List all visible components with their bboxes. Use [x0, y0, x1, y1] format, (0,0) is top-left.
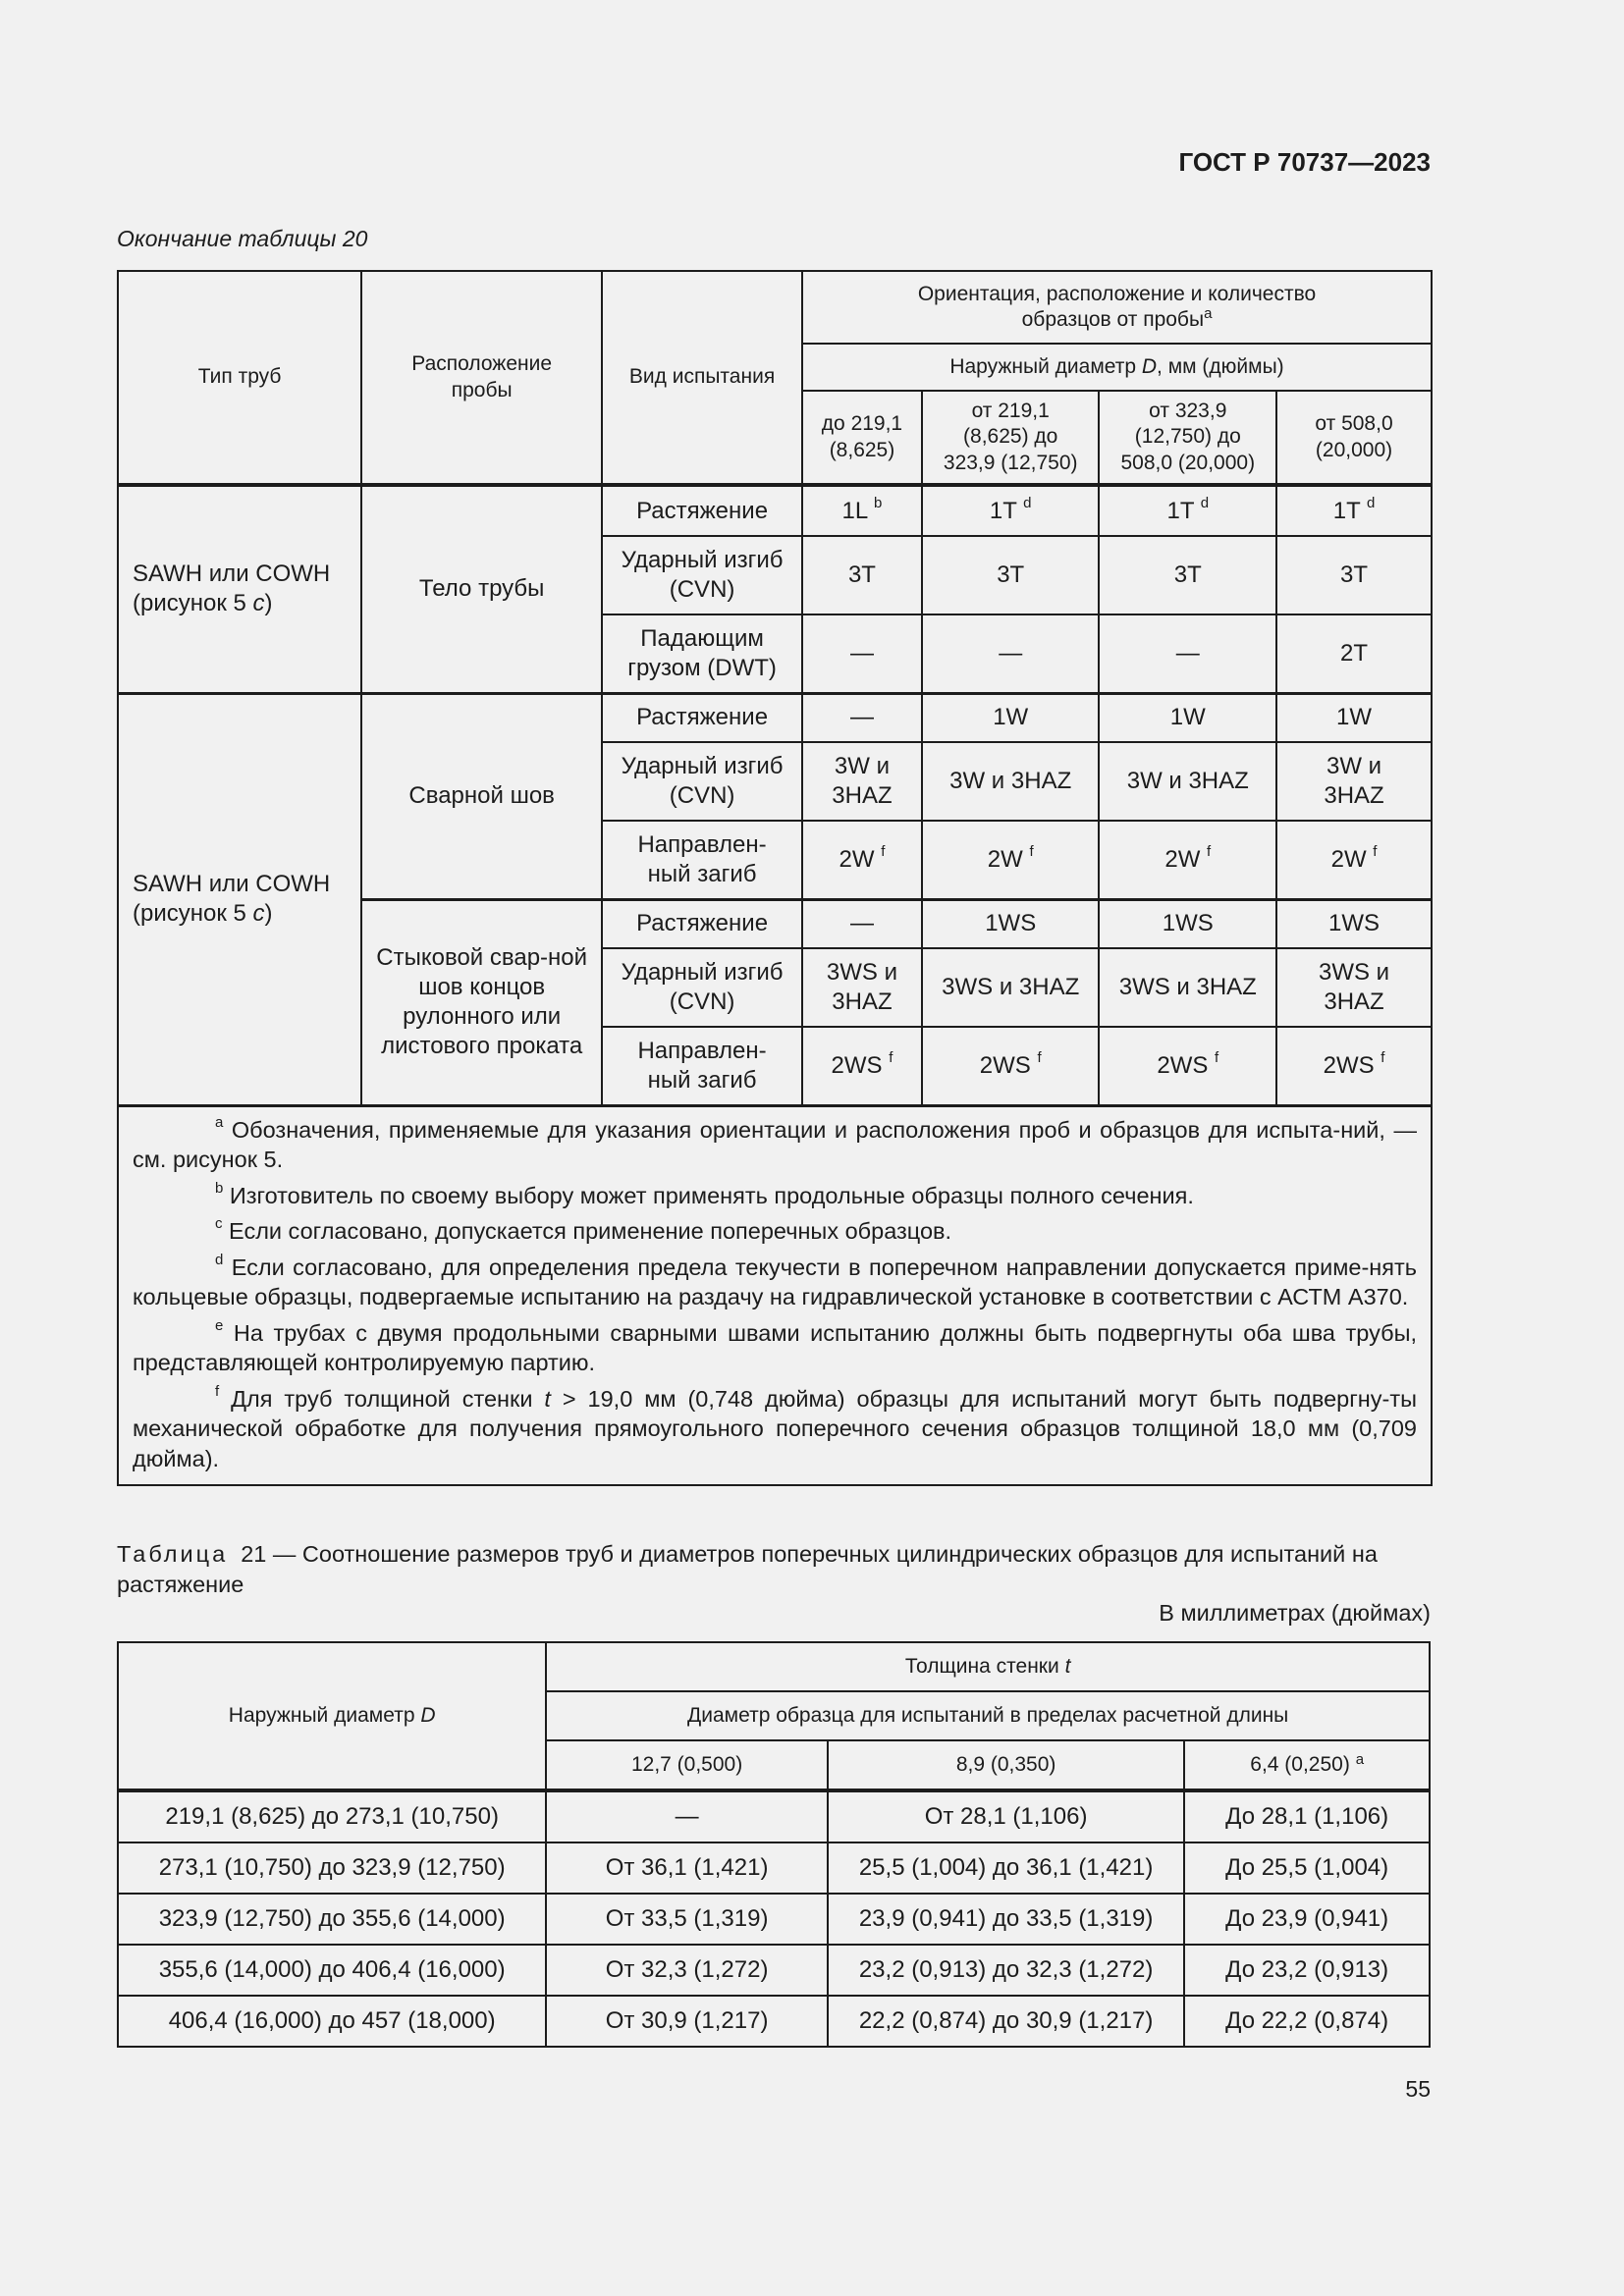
- table-footnotes: [118, 1105, 1432, 1485]
- table-row: [118, 1945, 1430, 1996]
- table20-caption: Окончание таблицы 20: [117, 226, 368, 251]
- header-diameter-range-4: от 508,0 (20,000): [1276, 391, 1432, 485]
- value-cell: 2WS $^f$: [922, 1027, 1100, 1105]
- test-type-cell: Растяжение: [602, 485, 802, 536]
- value-cell: 3WS и 3HAZ: [922, 948, 1100, 1027]
- table-20: [117, 270, 1433, 1486]
- table-row: [118, 1894, 1430, 1945]
- value-cell: 2W $^f$: [1276, 821, 1432, 899]
- value-cell: 1T $^d$: [922, 485, 1100, 536]
- value-cell: —: [802, 693, 922, 742]
- value-cell: 1W: [1276, 693, 1432, 742]
- test-type-cell: Ударный изгиб (CVN): [602, 948, 802, 1027]
- value-cell: До 28,1 (1,106): [1184, 1790, 1430, 1842]
- value-cell: От 33,5 (1,319): [546, 1894, 828, 1945]
- header-test-type: Вид испытания: [602, 271, 802, 485]
- diameter-cell: 406,4 (16,000) до 457 (18,000): [118, 1996, 546, 2047]
- header-thickness-col: 12,7 (0,500): [546, 1740, 828, 1790]
- value-cell: До 25,5 (1,004): [1184, 1842, 1430, 1894]
- diameter-cell: 355,6 (14,000) до 406,4 (16,000): [118, 1945, 546, 1996]
- value-cell: 1WS: [922, 899, 1100, 948]
- value-cell: 3WS и 3HAZ: [802, 948, 922, 1027]
- value-cell: 3T: [1276, 536, 1432, 614]
- value-cell: 3T: [922, 536, 1100, 614]
- table-row: [118, 1790, 1430, 1842]
- value-cell: 1L $^b$: [802, 485, 922, 536]
- value-cell: 2WS $^f$: [802, 1027, 922, 1105]
- value-cell: 1T $^d$: [1276, 485, 1432, 536]
- value-cell: 25,5 (1,004) до 36,1 (1,421): [828, 1842, 1184, 1894]
- test-type-cell: Падающим грузом (DWT): [602, 614, 802, 693]
- header-outer-diameter: Наружный диаметр D: [118, 1642, 546, 1790]
- value-cell: 2WS $^f$: [1099, 1027, 1276, 1105]
- value-cell: 2T: [1276, 614, 1432, 693]
- value-cell: От 30,9 (1,217): [546, 1996, 828, 2047]
- value-cell: 2W $^f$: [1099, 821, 1276, 899]
- value-cell: До 23,9 (0,941): [1184, 1894, 1430, 1945]
- test-type-cell: Направлен-ный загиб: [602, 821, 802, 899]
- value-cell: 1WS: [1099, 899, 1276, 948]
- header-orientation: Ориентация, расположение и количество образцов от пробы$^a$: [802, 271, 1432, 344]
- test-type-cell: Ударный изгиб (CVN): [602, 536, 802, 614]
- footnote: $^b$ Изготовитель по своему выбору может применять продольные образцы полного сечения.: [215, 1179, 1194, 1208]
- test-type-cell: Растяжение: [602, 899, 802, 948]
- value-cell: —: [1099, 614, 1276, 693]
- value-cell: —: [802, 614, 922, 693]
- page-number: 55: [1405, 2076, 1431, 2102]
- header-sample-location: Расположение пробы: [361, 271, 602, 485]
- table-row: [118, 1842, 1430, 1894]
- value-cell: 3T: [1099, 536, 1276, 614]
- value-cell: 23,9 (0,941) до 33,5 (1,319): [828, 1894, 1184, 1945]
- value-cell: 1W: [922, 693, 1100, 742]
- header-diameter-range-2: от 219,1 (8,625) до 323,9 (12,750): [922, 391, 1100, 485]
- value-cell: —: [546, 1790, 828, 1842]
- units-label: В миллиметрах (дюймах): [1159, 1600, 1431, 1626]
- value-cell: 3WS и 3HAZ: [1276, 948, 1432, 1027]
- footnote: $^c$ Если согласовано, допускается применение поперечных образцов.: [215, 1215, 952, 1245]
- value-cell: 22,2 (0,874) до 30,9 (1,217): [828, 1996, 1184, 2047]
- footnote: $^f$ Для труб толщиной стенки t > 19,0 мм (0,748 дюйма) образцы для испытаний могут быть подвергну-ты механической обработке для получения прямоугольного поперечного сечения образцов толщиной 18,0 мм (0,709 дюйма).: [133, 1382, 1417, 1471]
- location-cell: Сварной шов: [361, 693, 602, 899]
- value-cell: 3W и 3HAZ: [1276, 742, 1432, 821]
- value-cell: От 36,1 (1,421): [546, 1842, 828, 1894]
- diameter-cell: 219,1 (8,625) до 273,1 (10,750): [118, 1790, 546, 1842]
- value-cell: 2W $^f$: [802, 821, 922, 899]
- header-thickness-col: 6,4 (0,250) $^a$: [1184, 1740, 1430, 1790]
- header-sample-diameter: Диаметр образца для испытаний в пределах расчетной длины: [546, 1691, 1430, 1740]
- diameter-cell: 273,1 (10,750) до 323,9 (12,750): [118, 1842, 546, 1894]
- value-cell: 2W $^f$: [922, 821, 1100, 899]
- table-row: [118, 1996, 1430, 2047]
- header-outer-diameter: Наружный диаметр D, мм (дюймы): [802, 344, 1432, 391]
- pipe-type-cell: SAWH или COWH (рисунок 5 c): [118, 693, 361, 1105]
- header-thickness-col: 8,9 (0,350): [828, 1740, 1184, 1790]
- value-cell: —: [802, 899, 922, 948]
- location-cell: Тело трубы: [361, 485, 602, 693]
- header-diameter-range-1: до 219,1 (8,625): [802, 391, 922, 485]
- value-cell: 2WS $^f$: [1276, 1027, 1432, 1105]
- value-cell: От 28,1 (1,106): [828, 1790, 1184, 1842]
- value-cell: 3WS и 3HAZ: [1099, 948, 1276, 1027]
- table21-title: Таблица 21 — Соотношение размеров труб и диаметров поперечных цилиндрических образцов для испытаний на растяжение: [117, 1541, 1378, 1597]
- table-21: [117, 1641, 1431, 2048]
- footnote: $^e$ На трубах с двумя продольными сварными швами испытанию должны быть подвергнуты оба шва трубы, представляющей контролируемую партию.: [133, 1316, 1417, 1376]
- pipe-type-cell: SAWH или COWH (рисунок 5 c): [118, 485, 361, 693]
- value-cell: 3W и 3HAZ: [802, 742, 922, 821]
- value-cell: До 22,2 (0,874): [1184, 1996, 1430, 2047]
- test-type-cell: Растяжение: [602, 693, 802, 742]
- value-cell: От 32,3 (1,272): [546, 1945, 828, 1996]
- value-cell: 3W и 3HAZ: [922, 742, 1100, 821]
- value-cell: —: [922, 614, 1100, 693]
- test-type-cell: Ударный изгиб (CVN): [602, 742, 802, 821]
- value-cell: 3T: [802, 536, 922, 614]
- header-wall-thickness: Толщина стенки t: [546, 1642, 1430, 1691]
- footnote: $^d$ Если согласовано, для определения предела текучести в поперечном направлении допускается приме-нять кольцевые образцы, подвергаемые испытанию на раздачу на гидравлической установке в соответствии с АСТМ А370.: [133, 1251, 1417, 1310]
- location-cell: Стыковой свар-ной шов концов рулонного или листового проката: [361, 899, 602, 1105]
- value-cell: 23,2 (0,913) до 32,3 (1,272): [828, 1945, 1184, 1996]
- value-cell: 1T $^d$: [1099, 485, 1276, 536]
- value-cell: 3W и 3HAZ: [1099, 742, 1276, 821]
- footnote: $^a$ Обозначения, применяемые для указания ориентации и расположения проб и образцов для испыта-ний, — см. рисунок 5.: [133, 1113, 1417, 1173]
- document-number: ГОСТ Р 70737—2023: [1178, 147, 1431, 177]
- diameter-cell: 323,9 (12,750) до 355,6 (14,000): [118, 1894, 546, 1945]
- test-type-cell: Направлен-ный загиб: [602, 1027, 802, 1105]
- header-diameter-range-3: от 323,9 (12,750) до 508,0 (20,000): [1099, 391, 1276, 485]
- value-cell: 1WS: [1276, 899, 1432, 948]
- value-cell: До 23,2 (0,913): [1184, 1945, 1430, 1996]
- header-pipe-type: Тип труб: [118, 271, 361, 485]
- value-cell: 1W: [1099, 693, 1276, 742]
